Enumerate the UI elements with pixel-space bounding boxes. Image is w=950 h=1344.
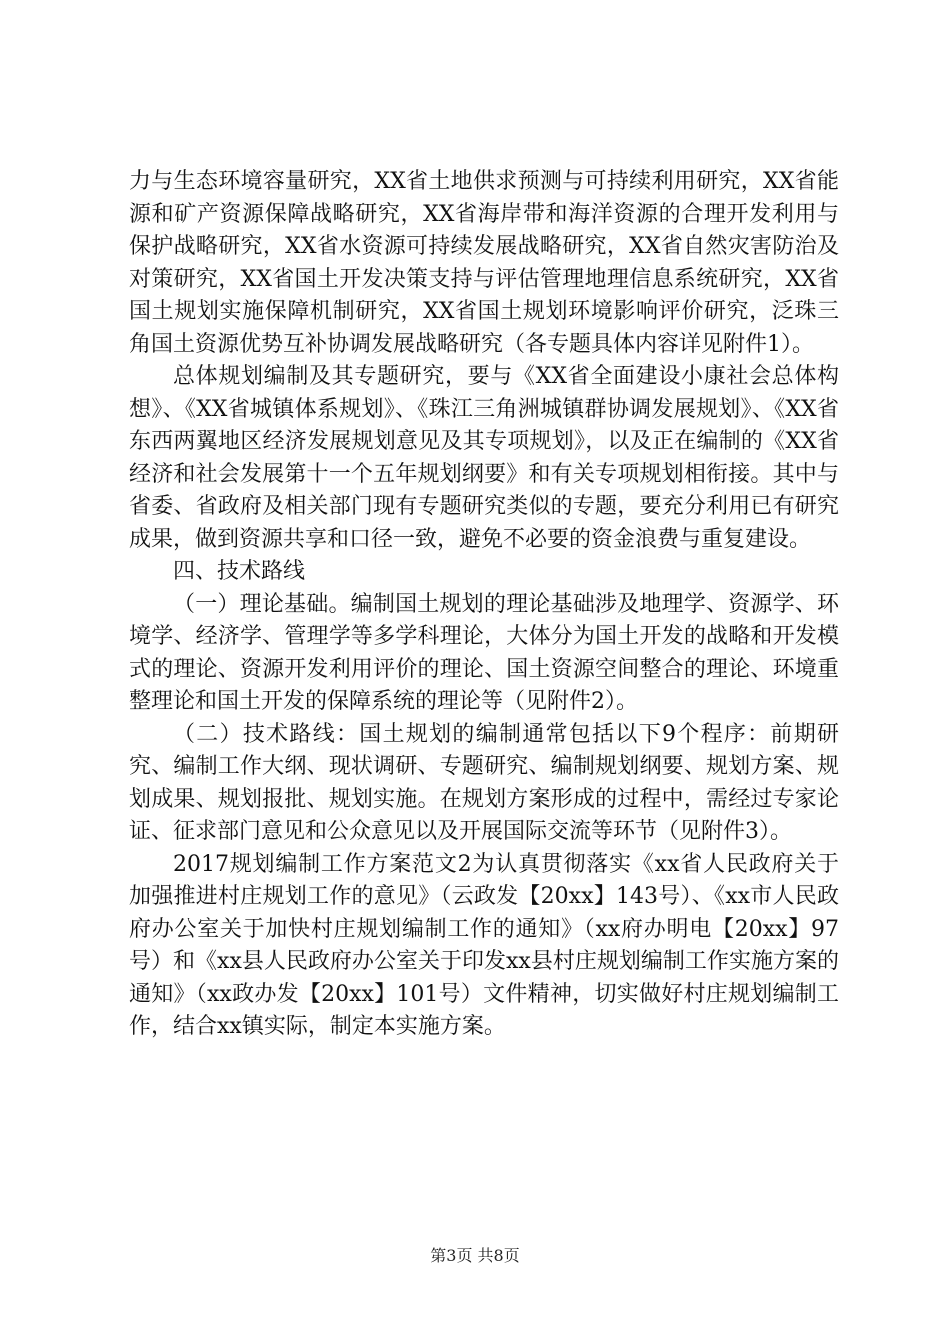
paragraph-technical-route: （二）技术路线：国土规划的编制通常包括以下9个程序：前期研究、编制工作大纲、现状调研、专题研究、编制规划纲要、规划方案、规划成果、规划报批、规划实施。在规划方案形成的过程中，需经过专家论证、征求部门意见和公众意见以及开展国际交流等环节（见附件3）。 — [129, 721, 839, 844]
paragraph-theory-basis: （一）理论基础。编制国土规划的理论基础涉及地理学、资源学、环境学、经济学、管理学等多学科理论，大体分为国土开发的战略和开发模式的理论、资源开发利用评价的理论、国土资源空间整合的理论、环境重整理论和国土开发的保障系统的理论等（见附件2）。 — [129, 591, 839, 714]
page-number-footer: 第3页 共8页 — [430, 1246, 520, 1265]
paragraph-work-plan-2: 2017规划编制工作方案范文2为认真贯彻落实《xx省人民政府关于加强推进村庄规划工作的意见》（云政发【20xx】143号）、《xx市人民政府办公室关于加快村庄规划编制工作的通知》（xx府办明电【20xx】97号）和《xx县人民政府办公室关于印发xx县村庄规划编制工作实施方案的通知》（xx政办发【20xx】101号）文件精神，切实做好村庄规划编制工作，结合xx镇实际，制定本实施方案。 — [129, 851, 839, 1039]
paragraph-overall-planning: 总体规划编制及其专题研究，要与《XX省全面建设小康社会总体构想》、《XX省城镇体系规划》、《珠江三角洲城镇群协调发展规划》、《XX省东西两翼地区经济发展规划意见及其专项规划》，以及正在编制的《XX省经济和社会发展第十一个五年规划纲要》和有关专项规划相衔接。其中与省委、省政府及相关部门现有专题研究类似的专题，要充分利用已有研究成果，做到资源共享和口径一致，避免不必要的资金浪费与重复建设。 — [129, 364, 839, 552]
section-heading-technical-route: 四、技术路线 — [173, 559, 306, 584]
paragraph-research-topics: 力与生态环境容量研究，XX省土地供求预测与可持续利用研究，XX省能源和矿产资源保障战略研究，XX省海岸带和海洋资源的合理开发利用与保护战略研究，XX省水资源可持续发展战略研究，XX省自然灾害防治及对策研究，XX省国土开发决策支持与评估管理地理信息系统研究，XX省国土规划实施保障机制研究，XX省国土规划环境影响评价研究，泛珠三角国土资源优势互补协调发展战略研究（各专题具体内容详见附件1）。 — [129, 169, 839, 357]
document-body — [129, 166, 839, 1044]
